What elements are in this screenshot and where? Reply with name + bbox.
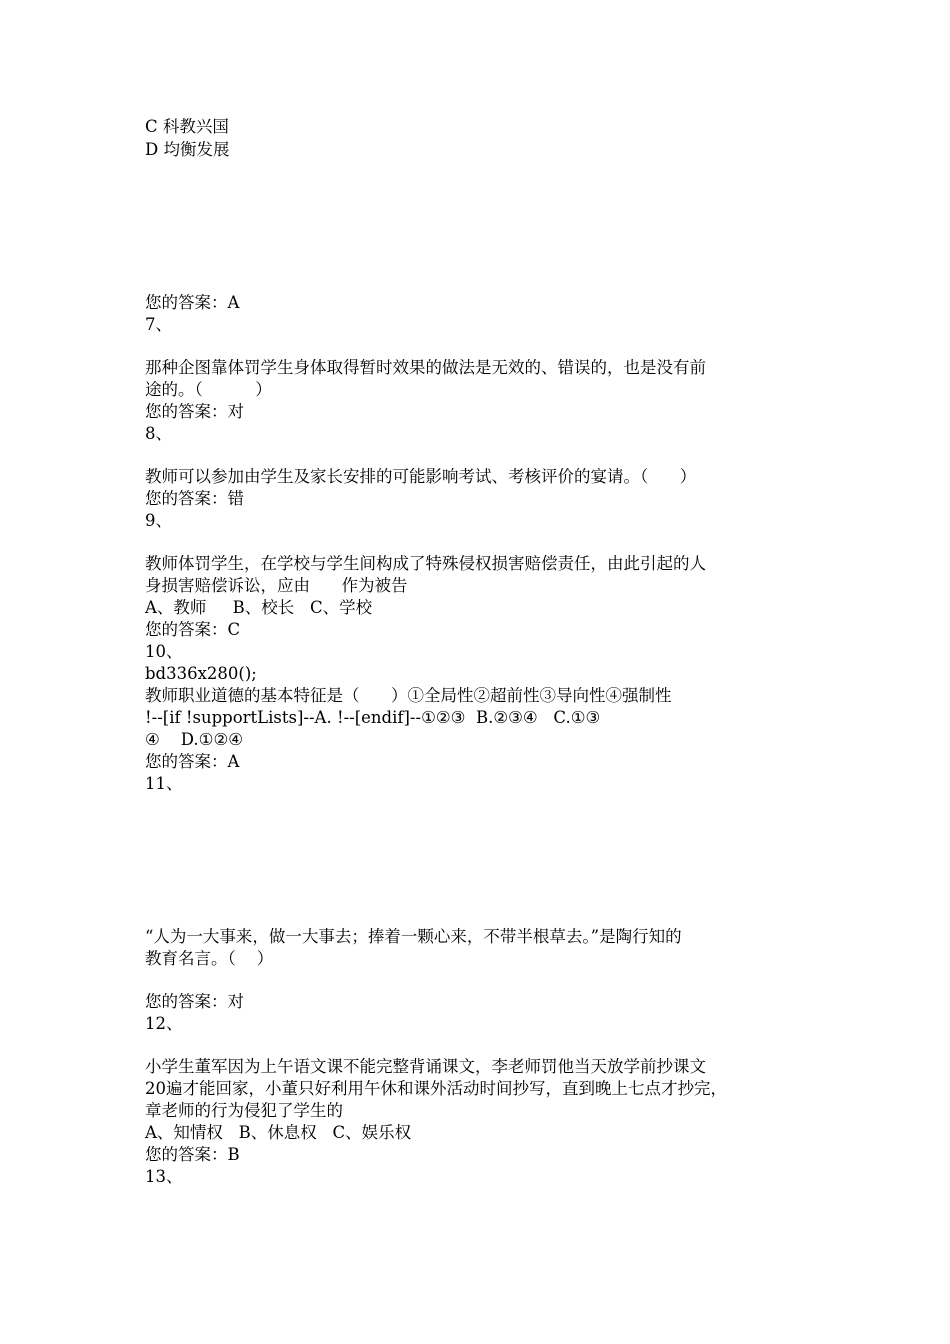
question-12-options: A、知情权 B、休息权 C、娱乐权 — [145, 1123, 412, 1142]
question-12-line-2: 20遍才能回家，小董只好利用午休和课外活动时间抄写，直到晚上七点才抄完， — [145, 1079, 727, 1098]
question-10-options-2: ④ D.①②④ — [145, 730, 244, 749]
option-c: C 科教兴国 — [145, 117, 229, 136]
ad-script-text: bd336x280(); — [145, 664, 257, 683]
question-9-line-1: 教师体罚学生，在学校与学生间构成了特殊侵权损害赔偿责任，由此引起的人 — [145, 554, 706, 573]
question-number-7: 7、 — [145, 315, 172, 334]
answer-11: 您的答案：对 — [145, 992, 244, 1011]
question-12-line-1: 小学生董军因为上午语文课不能完整背诵课文，李老师罚他当天放学前抄课文 — [145, 1057, 706, 1076]
question-number-10: 10、 — [145, 642, 183, 661]
question-9-options: A、教师 B、校长 C、学校 — [145, 598, 373, 617]
answer-8: 您的答案：错 — [145, 489, 244, 508]
question-number-12: 12、 — [145, 1014, 183, 1033]
question-8-text: 教师可以参加由学生及家长安排的可能影响考试、考核评价的宴请。（ ） — [145, 467, 697, 486]
answer-7: 您的答案：对 — [145, 402, 244, 421]
question-10-text: 教师职业道德的基本特征是（ ）①全局性②超前性③导向性④强制性 — [145, 686, 672, 705]
question-number-9: 9、 — [145, 511, 172, 530]
answer-6: 您的答案：A — [145, 293, 240, 312]
question-number-13: 13、 — [145, 1167, 183, 1186]
question-number-11: 11、 — [145, 774, 183, 793]
question-number-8: 8、 — [145, 424, 172, 443]
question-11-line-1: “人为一大事来，做一大事去；捧着一颗心来，不带半根草去。”是陶行知的 — [145, 927, 682, 946]
question-7-line-1: 那种企图靠体罚学生身体取得暂时效果的做法是无效的、错误的，也是没有前 — [145, 358, 706, 377]
question-7-line-2: 途的。（ ） — [145, 380, 272, 399]
question-9-line-2: 身损害赔偿诉讼，应由 作为被告 — [145, 576, 408, 595]
option-d: D 均衡发展 — [145, 140, 230, 159]
answer-12: 您的答案：B — [145, 1145, 240, 1164]
question-11-line-2: 教育名言。（ ） — [145, 949, 274, 968]
question-12-line-3: 章老师的行为侵犯了学生的 — [145, 1101, 343, 1120]
question-10-options-1: !--[if !supportLists]--A. !--[endif]--①②③ B.②③④ C.①③ — [145, 708, 601, 727]
answer-10: 您的答案：A — [145, 752, 240, 771]
answer-9: 您的答案：C — [145, 620, 241, 639]
